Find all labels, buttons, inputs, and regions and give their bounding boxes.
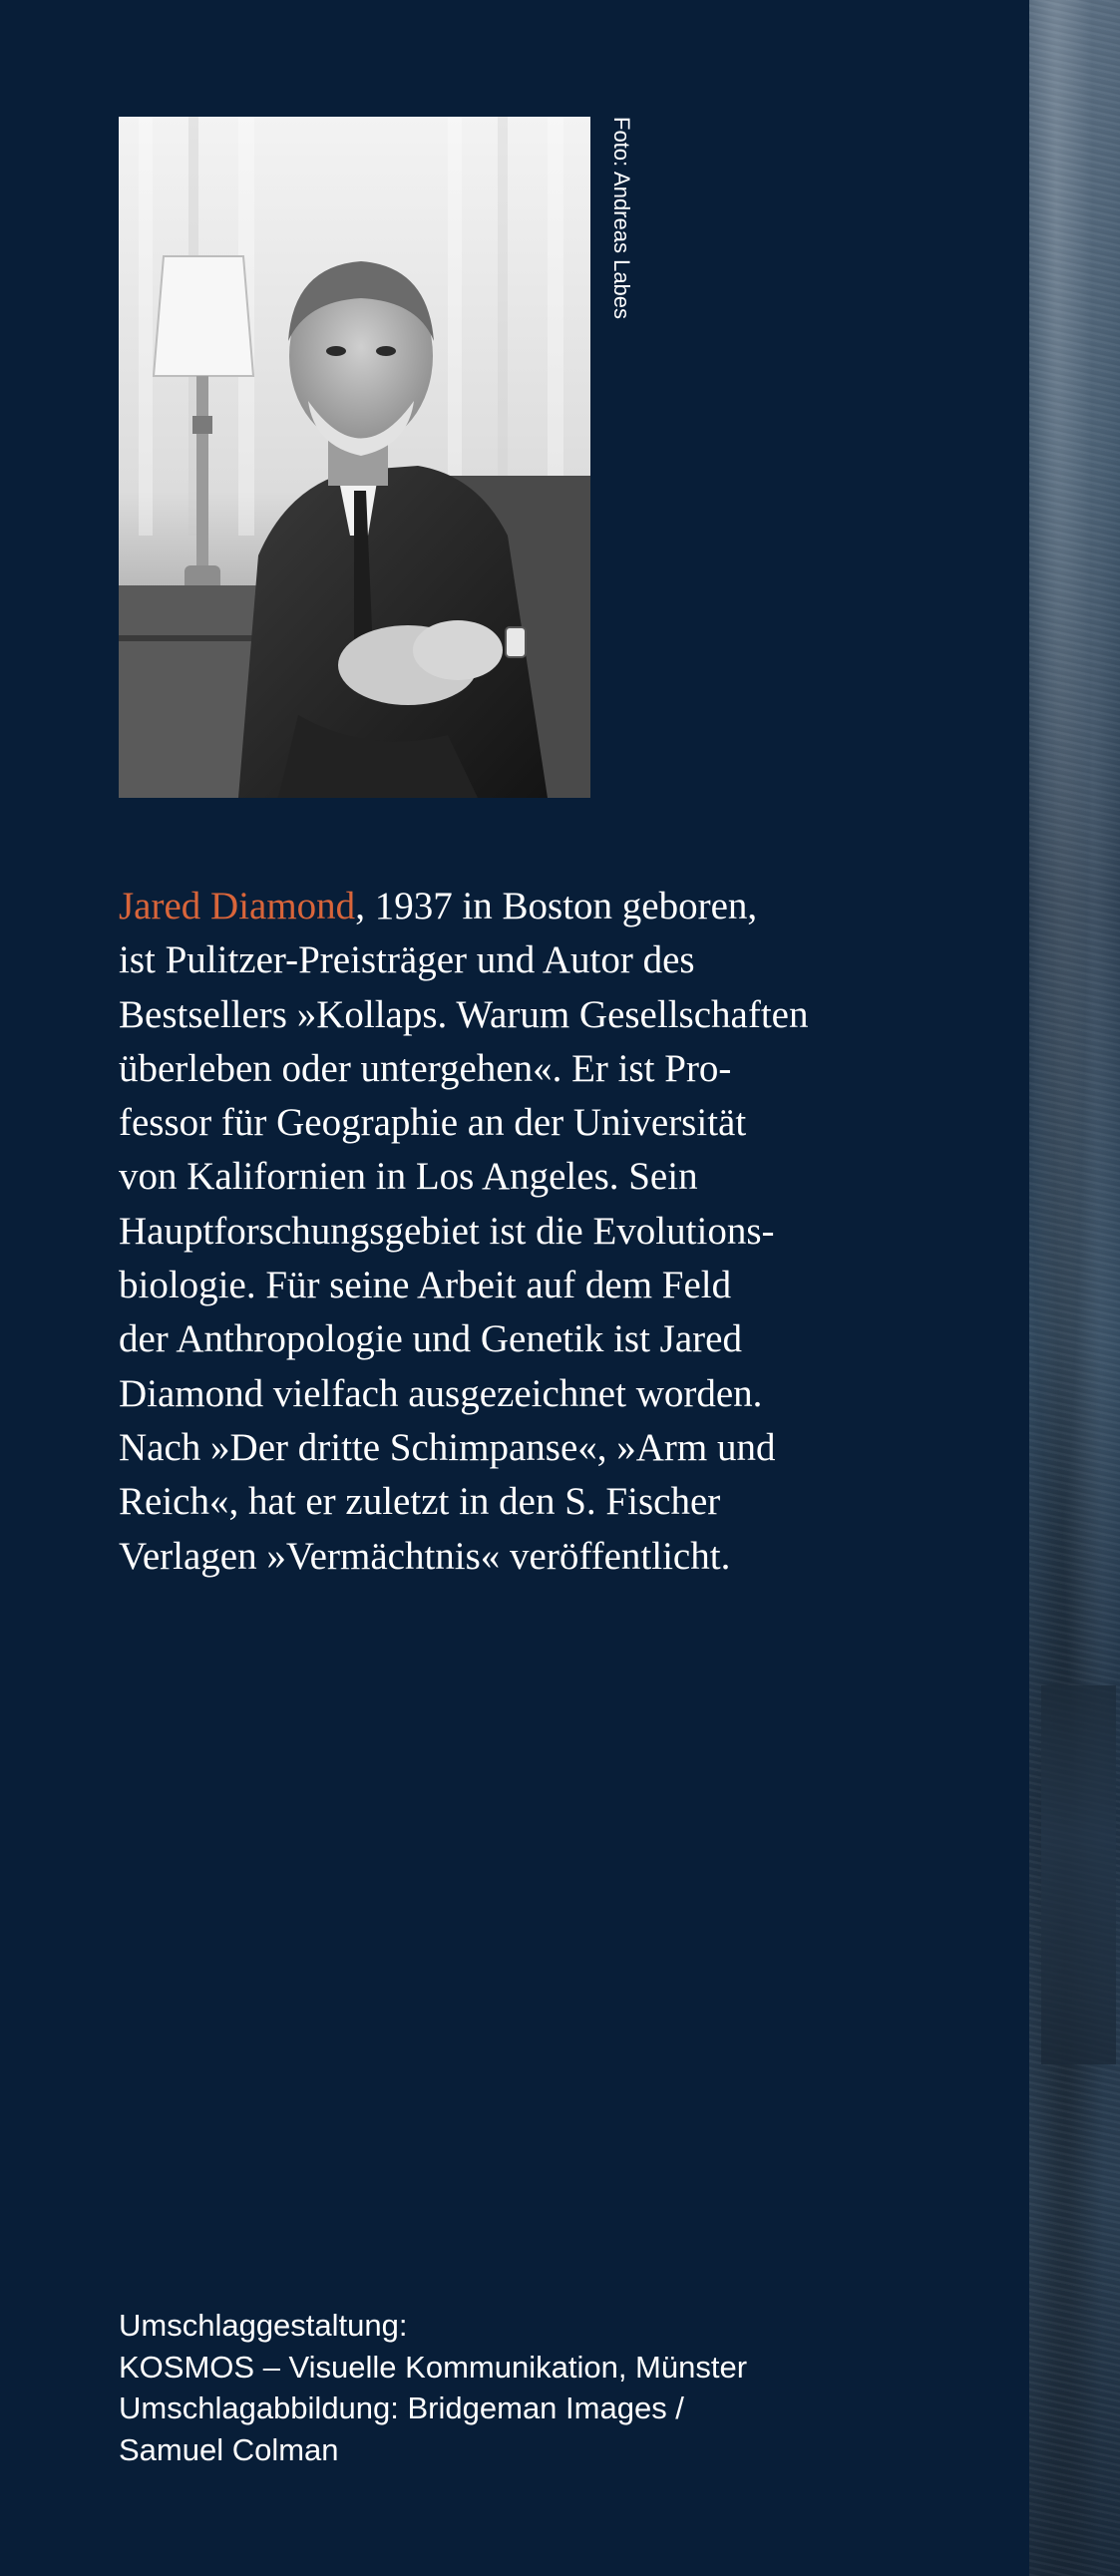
bio-line: der Anthropologie und Genetik ist Jared (119, 1317, 742, 1361)
bio-line: Hauptforschungsgebiet ist die Evolutions- (119, 1209, 775, 1253)
bio-line: biologie. Für seine Arbeit auf dem Feld (119, 1264, 732, 1307)
credits-line: Umschlaggestaltung: (119, 2308, 408, 2343)
author-name: Jared Diamond (119, 885, 356, 927)
bio-line: Verlagen »Vermächtnis« veröffentlicht. (119, 1534, 731, 1578)
photo-credit: Foto: Andreas Labes (609, 117, 634, 320)
credits-line: Samuel Colman (119, 2431, 339, 2467)
bio-line: fessor für Geographie an der Universität (119, 1101, 747, 1145)
author-biography (119, 880, 917, 1584)
bio-line: Bestsellers »Kollaps. Warum Gesellschaften (119, 992, 809, 1036)
bio-line: überleben oder untergehen«. Er ist Pro- (119, 1046, 732, 1090)
author-photo (119, 117, 590, 798)
painting-tower-detail (1041, 1685, 1116, 2064)
credits-line: Umschlagabbildung: Bridgeman Images / (119, 2391, 684, 2425)
credits-line: KOSMOS – Visuelle Kommunikation, Münster (119, 2349, 748, 2385)
bio-line: Reich«, hat er zuletzt in den S. Fischer (119, 1480, 721, 1524)
cover-painting-edge (1029, 0, 1120, 2576)
cover-credits (119, 2305, 917, 2470)
bio-line: Diamond vielfach ausgezeichnet worden. (119, 1371, 763, 1415)
bio-line-1-text: , 1937 in Boston geboren, (355, 885, 758, 927)
painting-texture (1029, 0, 1120, 2576)
bio-line: Nach »Der dritte Schimpanse«, »Arm und (119, 1425, 776, 1469)
bio-line: von Kalifornien in Los Angeles. Sein (119, 1155, 698, 1199)
bio-line-1 (119, 880, 917, 933)
bio-line: ist Pulitzer-Preisträger und Autor des (119, 938, 695, 982)
